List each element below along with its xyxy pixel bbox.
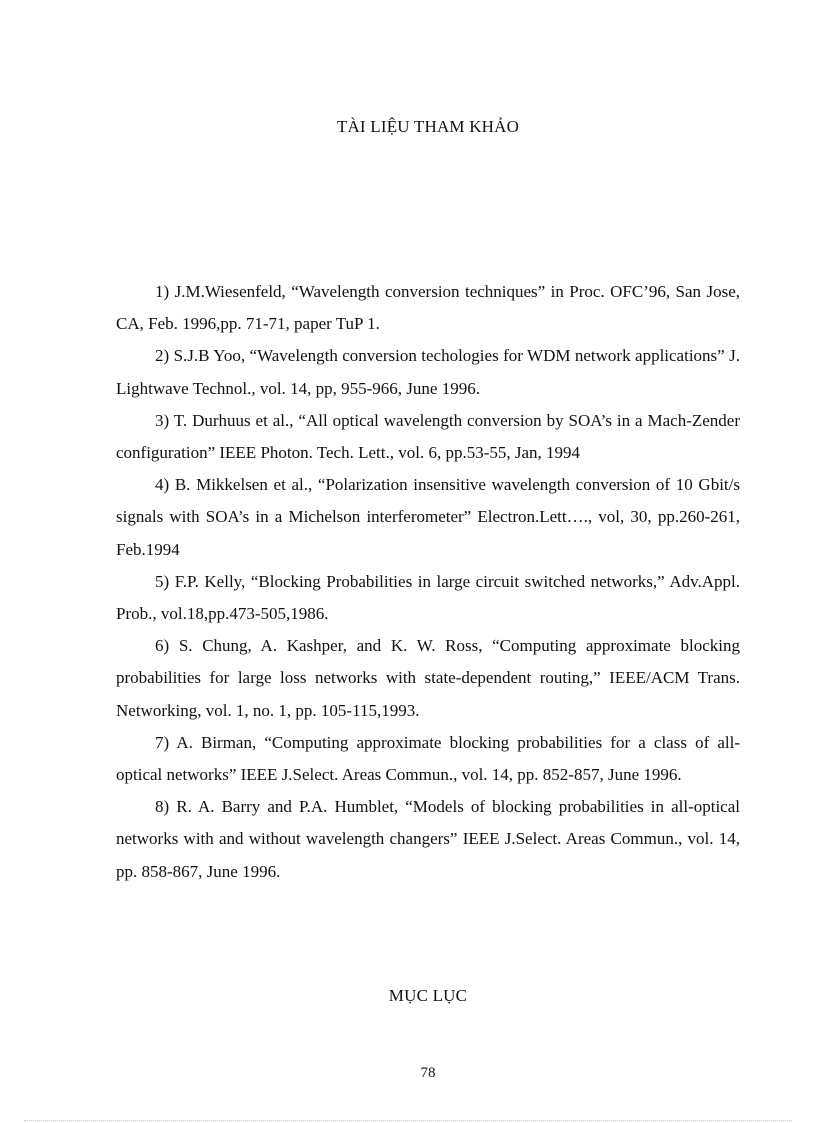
reference-item: 7) A. Birman, “Computing approximate blocking probabilities for a class of all-optical networks” IEEE J.Select. Areas Commun., vol. 14, pp. 852-857, June 1996.: [116, 732, 740, 785]
reference-item: 8) R. A. Barry and P.A. Humblet, “Models of blocking probabilities in all-optical networks with and without wavelength changers” IEEE J.Select. Areas Commun., vol. 14, pp. 858-867, June 1996.: [116, 797, 740, 881]
reference-item: 2) S.J.B Yoo, “Wavelength conversion techologies for WDM network applications” J. Lightwave Technol., vol. 14, pp, 955-966, June 1996.: [116, 346, 740, 398]
reference-item: 5) F.P. Kelly, “Blocking Probabilities in large circuit switched networks,” Adv.Appl. Prob., vol.18,pp.473-505,1986.: [116, 571, 740, 624]
reference-list: [116, 276, 740, 888]
references-title: TÀI LIỆU THAM KHẢO: [336, 117, 520, 136]
reference-item: 6) S. Chung, A. Kashper, and K. W. Ross, “Computing approximate blocking probabilities for large loss networks with state-dependent routing,” IEEE/ACM Trans. Networking, vol. 1, no. 1, pp. 105-115,1993.: [116, 636, 740, 720]
reference-item: 1) J.M.Wiesenfeld, “Wavelength conversion techniques” in Proc. OFC’96, San Jose, CA, Feb. 1996,pp. 71-71, paper TuP 1.: [116, 282, 740, 334]
reference-item: 3) T. Durhuus et al., “All optical wavelength conversion by SOA’s in a Mach-Zender configuration” IEEE Photon. Tech. Lett., vol. 6, pp.53-55, Jan, 1994: [116, 410, 740, 463]
reference-item: 4) B. Mikkelsen et al., “Polarization insensitive wavelength conversion of 10 Gbit/s signals with SOA’s in a Michelson interferometer” Electron.Lett…., vol, 30, pp.260-261, Feb.1994: [116, 475, 740, 559]
page-bottom-divider: [24, 1120, 792, 1121]
page-number: 78: [420, 1065, 436, 1081]
table-of-contents-title: MỤC LỤC: [388, 986, 468, 1005]
